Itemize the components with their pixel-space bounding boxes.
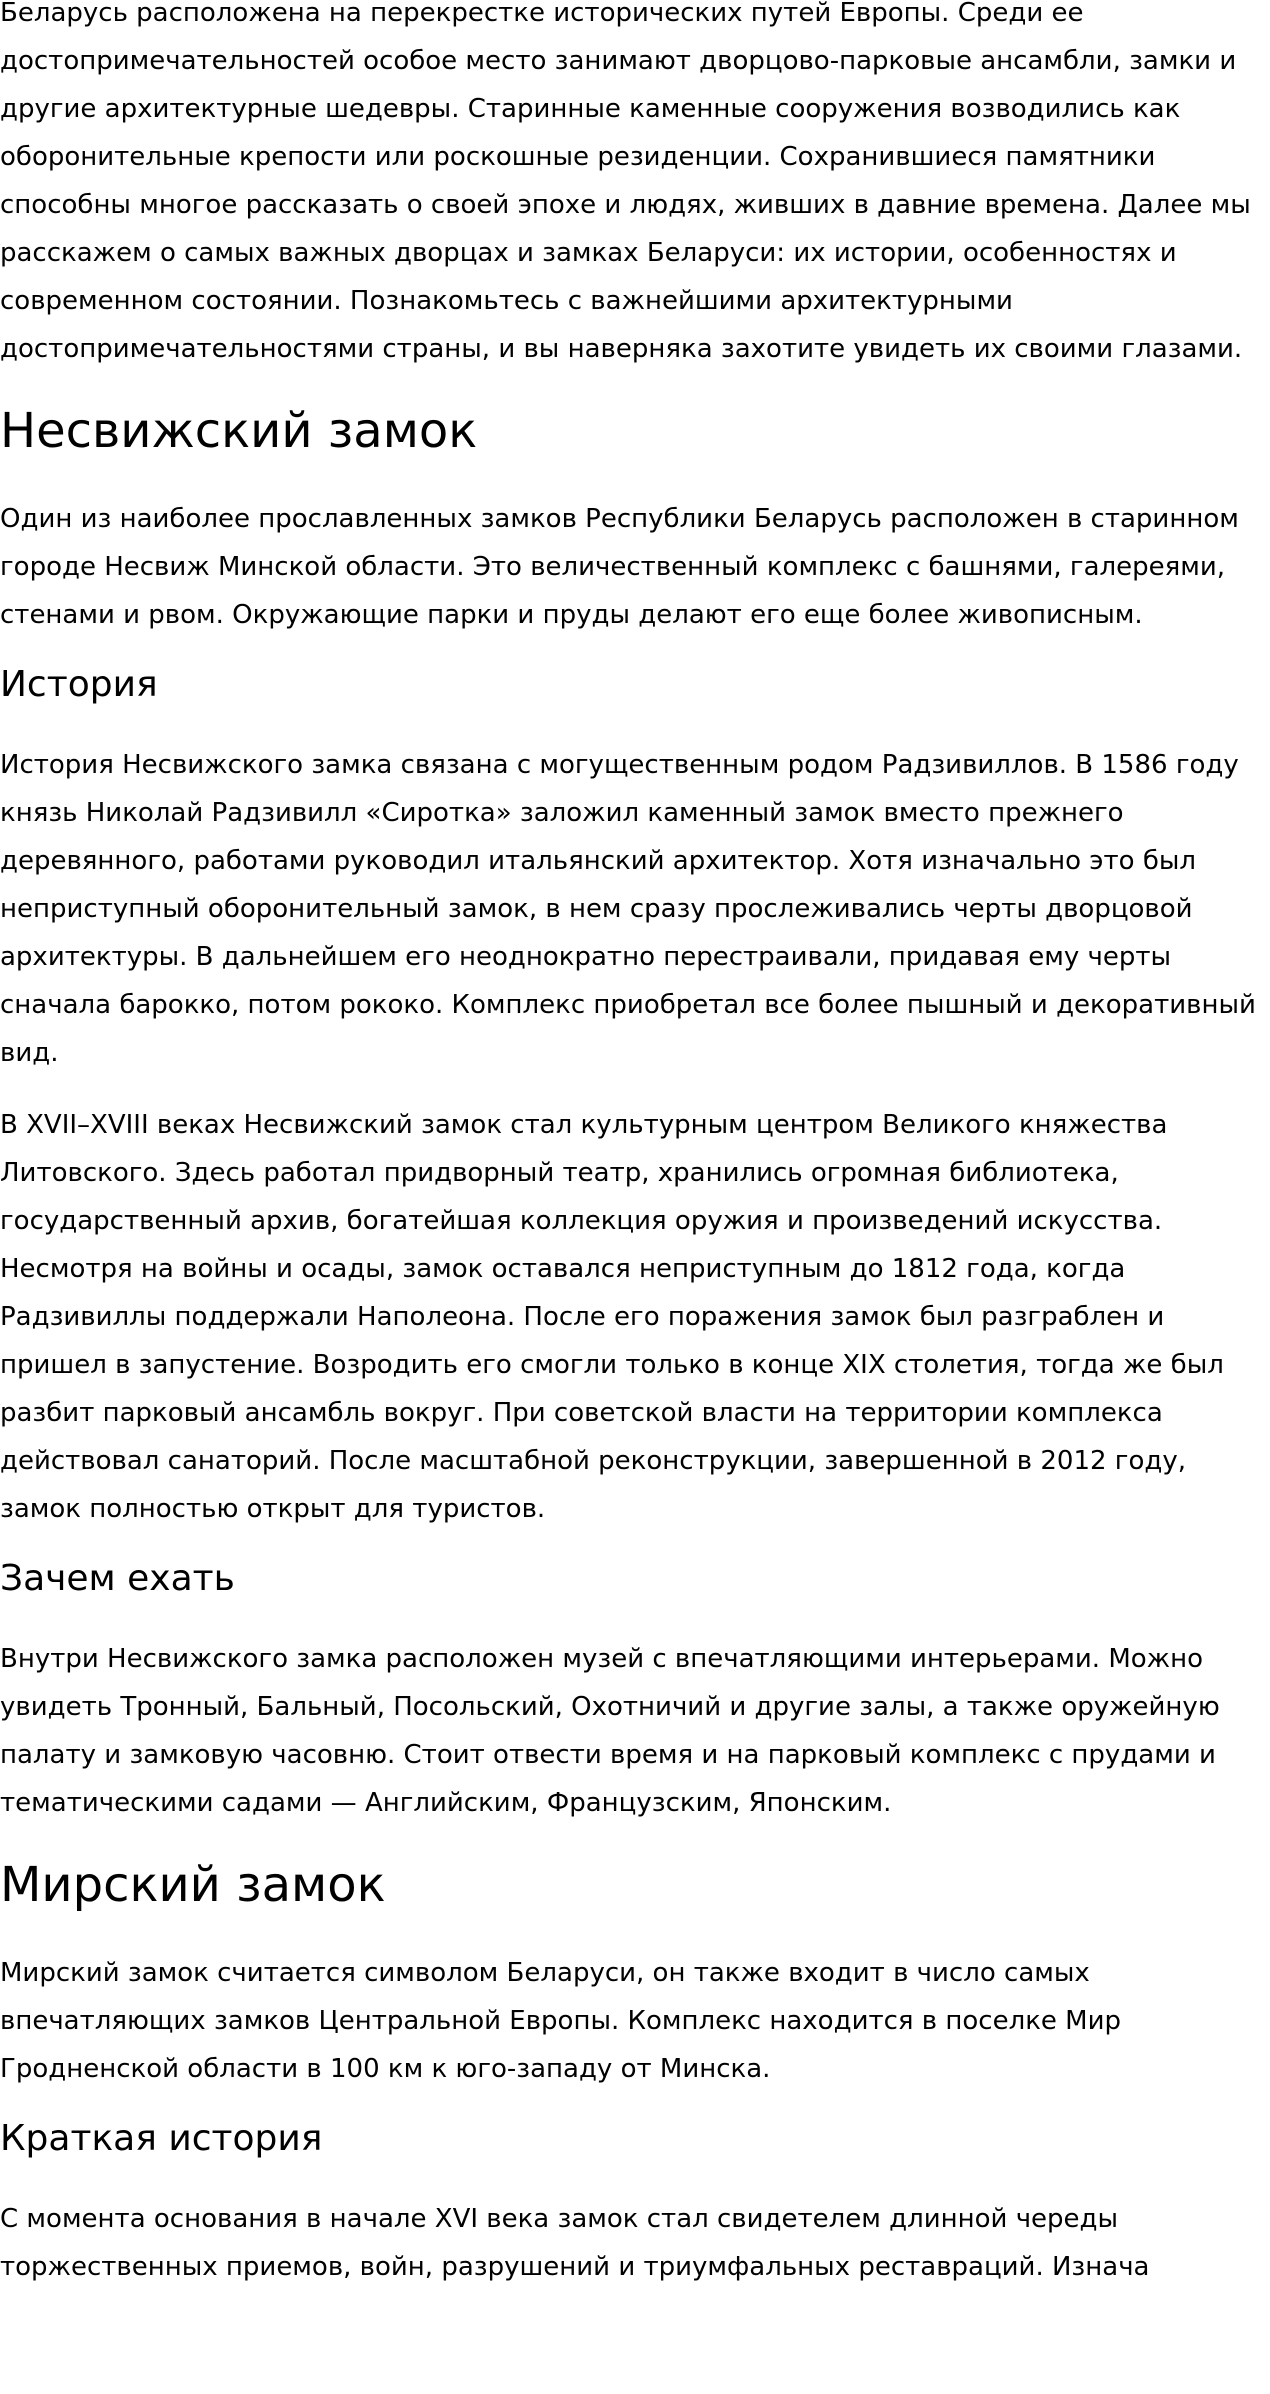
section-title-nesvizh: Несвижский замок [0, 403, 478, 459]
nesvizh-intro-paragraph: Один из наиболее прославленных замков Республики Беларусь расположен в старинном городе Несвиж Минской области. Это величественный комплекс с башнями, галереями, стенами и рвом. Окружающие парки и пруды делают его еще более живописным. [0, 504, 1239, 630]
mir-history-paragraph-1: С момента основания в начале XVI века замок стал свидетелем длинной череды торжественных приемов, войн, разрушений и триумфальных реставраций. Изнача [0, 2204, 1150, 2282]
subsection-title-short-history: Краткая история [0, 2118, 323, 2159]
nesvizh-history-paragraph-1: История Несвижского замка связана с могущественным родом Радзивиллов. В 1586 году князь Николай Радзивилл «Сиротка» заложил каменный замок вместо прежнего деревянного, работами руководил итальянский архитектор. Хотя изначально это был неприступный оборонительный замок, в нем сразу прослеживались черты дворцовой архитектуры. В дальнейшем его неоднократно перестраивали, придавая ему черты сначала барокко, потом рококо. Комплекс приобретал все более пышный и декоративный вид. [0, 750, 1256, 1068]
nesvizh-why-paragraph: Внутри Несвижского замка расположен музей с впечатляющими интерьерами. Можно увидеть Тронный, Бальный, Посольский, Охотничий и другие залы, а также оружейную палату и замковую часовню. Стоит отвести время и на парковый комплекс с прудами и тематическими садами — Английским, Французским, Японским. [0, 1644, 1220, 1818]
mir-intro-paragraph: Мирский замок считается символом Беларуси, он также входит в число самых впечатляющих замков Центральной Европы. Комплекс находится в поселке Мир Гродненской области в 100 км к юго-западу от Минска. [0, 1958, 1122, 2084]
nesvizh-history-paragraph-2: В XVII–XVIII веках Несвижский замок стал культурным центром Великого княжества Литовского. Здесь работал придворный театр, хранились огромная библиотека, государственный архив, богатейшая коллекция оружия и произведений искусства. Несмотря на войны и осады, замок оставался неприступным до 1812 года, когда Радзивиллы поддержали Наполеона. После его поражения замок был разграблен и пришел в запустение. Возродить его смогли только в конце XIX столетия, тогда же был разбит парковый ансамбль вокруг. При советской власти на территории комплекса действовал санаторий. После масштабной реконструкции, завершенной в 2012 году, замок полностью открыт для туристов. [0, 1110, 1224, 1524]
subsection-title-history: История [0, 664, 158, 705]
intro-paragraph: Беларусь расположена на перекрестке исторических путей Европы. Среди ее достопримечательностей особое место занимают дворцово-парковые ансамбли, замки и другие архитектурные шедевры. Старинные каменные сооружения возводились как оборонительные крепости или роскошные резиденции. Сохранившиеся памятники способны многое рассказать о своей эпохе и людях, живших в давние времена. Далее мы расскажем о самых важных дворцах и замках Беларуси: их истории, особенностях и современном состоянии. Познакомьтесь с важнейшими архитектурными достопримечательностями страны, и вы наверняка захотите увидеть их своими глазами. [0, 0, 1251, 364]
section-title-mir: Мирский замок [0, 1857, 386, 1913]
subsection-title-why-go: Зачем ехать [0, 1558, 235, 1599]
